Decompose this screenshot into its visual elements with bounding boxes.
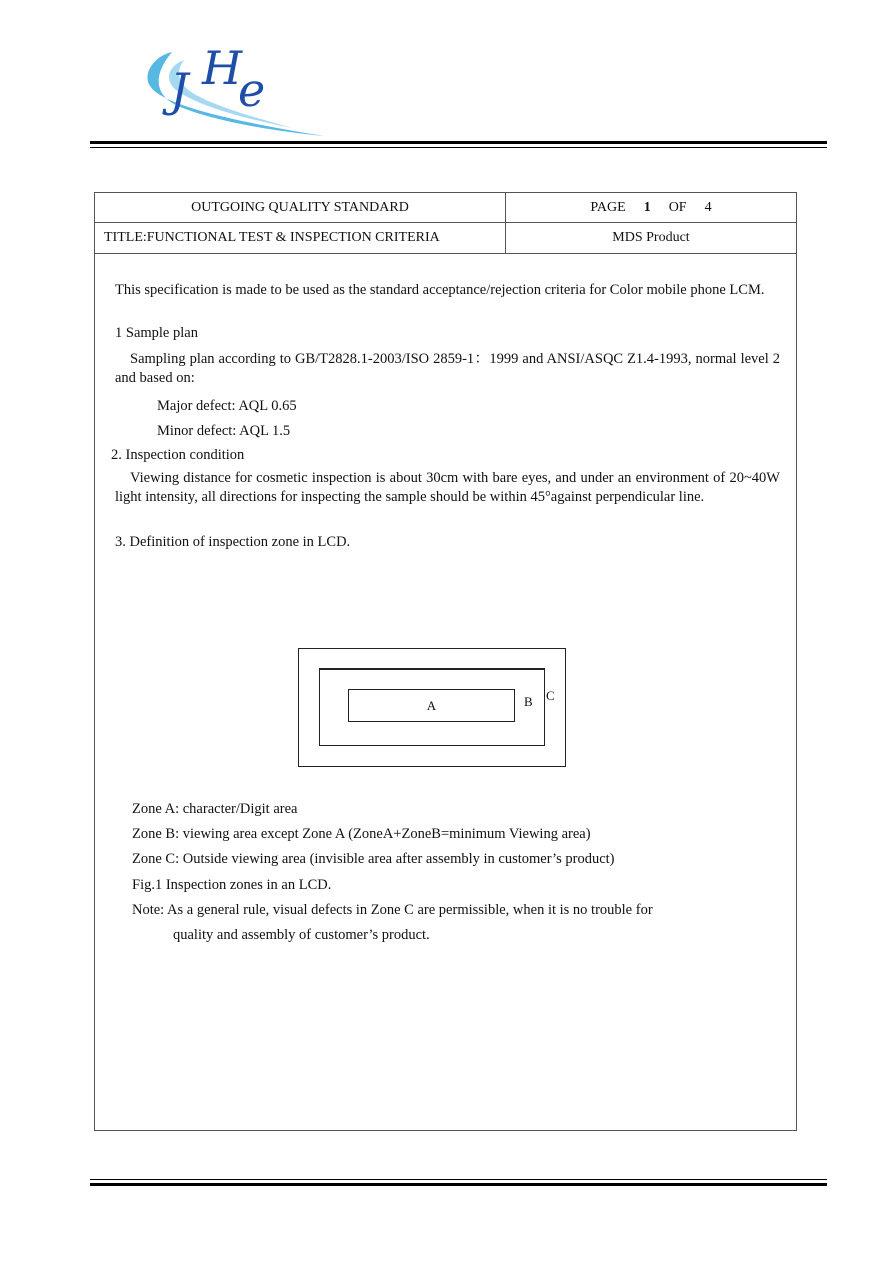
logo-text: J He [170, 44, 266, 117]
section-3-heading: 3. Definition of inspection zone in LCD. [115, 534, 351, 550]
zone-b-label: B [524, 694, 533, 709]
note-line-2: quality and assembly of customer’s product. [173, 927, 430, 943]
section-2-heading: 2. Inspection condition [111, 447, 245, 463]
header-row-2 [95, 223, 796, 254]
jhe-logo [142, 44, 327, 140]
header-rule-thick [90, 141, 827, 144]
footer-rule-thick [90, 1183, 827, 1186]
zone-c-description: Zone C: Outside viewing area (invisible area after assembly in customer’s product) [132, 851, 615, 867]
zone-a-description: Zone A: character/Digit area [132, 801, 298, 817]
minor-defect: Minor defect: AQL 1.5 [157, 423, 291, 439]
section-2-text: Viewing distance for cosmetic inspection is about 30cm with bare eyes, and under an environment of 20~40W light intensity, all directions for inspecting the sample should be within 45°against perpendicular line. [115, 470, 780, 505]
page-word: PAGE [590, 199, 626, 215]
page-of: OF [668, 199, 687, 215]
footer-rule-thin [90, 1179, 827, 1180]
section-1-heading: 1 Sample plan [115, 325, 198, 341]
page-indicator [506, 193, 796, 222]
zone-a-box [348, 689, 515, 722]
doc-subtitle: TITLE:FUNCTIONAL TEST & INSPECTION CRITERIA [104, 230, 440, 245]
zone-b-description: Zone B: viewing area except Zone A (ZoneA+ZoneB=minimum Viewing area) [132, 826, 591, 842]
page-number: 1 [643, 199, 651, 215]
note-line-1: Note: As a general rule, visual defects in Zone C are permissible, when it is no trouble for [132, 902, 653, 918]
major-defect: Major defect: AQL 0.65 [157, 398, 297, 414]
intro-paragraph: This specification is made to be used as the standard acceptance/rejection criteria for Color mobile phone LCM. [115, 282, 765, 298]
header-rule-thin [90, 147, 827, 148]
header-divider [505, 193, 506, 254]
zone-a-label: A [426, 697, 437, 713]
product-name: MDS Product [612, 230, 690, 245]
zone-c-label: C [546, 688, 555, 703]
section-1-text: Sampling plan according to GB/T2828.1-2003/ISO 2859-1：1999 and ANSI/ASQC Z1.4-1993, normal level 2 and based on: [115, 351, 780, 386]
doc-title: OUTGOING QUALITY STANDARD [191, 199, 409, 215]
figure-caption: Fig.1 Inspection zones in an LCD. [132, 877, 332, 893]
header-row-1 [95, 193, 796, 223]
page-total: 4 [704, 199, 712, 215]
